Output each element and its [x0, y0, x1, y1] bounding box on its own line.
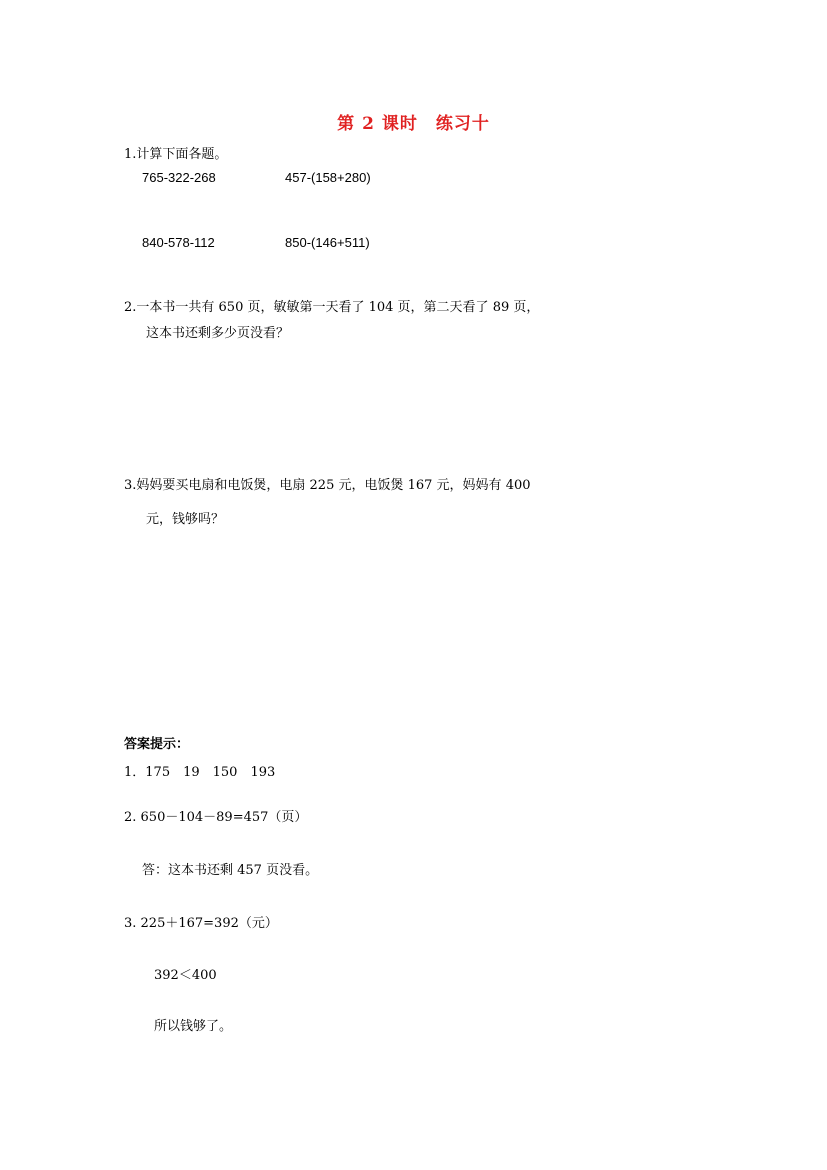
question-3-line-1: 3.妈妈要买电扇和电饭煲，电扇 225 元，电饭煲 167 元，妈妈有 400	[124, 478, 531, 493]
question-3-line-2: 元，钱够吗？	[146, 512, 225, 527]
question-1-expression-d: 850-(146+511)	[285, 235, 370, 250]
question-2-line-1: 2.一本书一共有 650 页，敏敏第一天看了 104 页，第二天看了 89 页，	[124, 300, 540, 315]
question-1-expression-a: 765-322-268	[142, 170, 216, 185]
answers-heading: 答案提示：	[124, 737, 190, 752]
answer-2-statement: 答：这本书还剩 457 页没看。	[142, 863, 319, 878]
page-title: 第 2 课时 练习十	[337, 114, 490, 134]
question-2-line-2: 这本书还剩多少页没看？	[146, 326, 290, 341]
answer-2-calculation: 2. 650－104－89=457（页）	[124, 810, 308, 825]
answer-3-comparison: 392＜400	[154, 968, 217, 983]
answer-3-calculation: 3. 225＋167=392（元）	[124, 916, 278, 931]
question-1-prompt: 1.计算下面各题。	[124, 147, 228, 162]
answer-3-statement: 所以钱够了。	[154, 1019, 233, 1034]
question-1-expression-c: 840-578-112	[142, 235, 215, 250]
question-1-expression-b: 457-(158+280)	[285, 170, 371, 185]
answer-1: 1．175 19 150 193	[124, 765, 276, 780]
